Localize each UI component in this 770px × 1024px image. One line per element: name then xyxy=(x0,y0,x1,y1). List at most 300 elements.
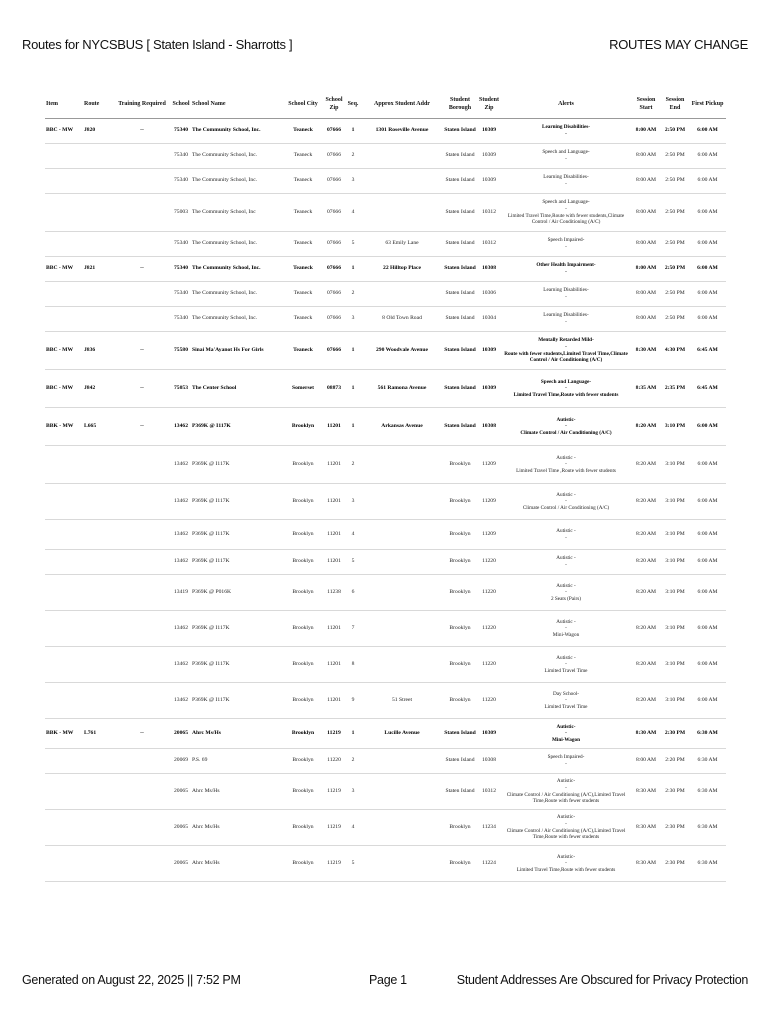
table-row xyxy=(45,257,726,282)
alert-line: Climate Control / Air Conditioning (A/C),Limited Travel xyxy=(506,827,626,834)
cell-alerts xyxy=(501,550,631,575)
cell-item: BBC - MW xyxy=(45,370,83,408)
cell-school-code: 20065 xyxy=(171,846,191,882)
cell-session-end: 2:30 PM xyxy=(661,719,689,749)
cell-student-addr: 561 Ramona Avenue xyxy=(361,370,443,408)
col-header-route: Route xyxy=(83,90,113,119)
cell-school-name: The Center School xyxy=(191,370,283,408)
cell-training xyxy=(113,749,171,774)
cell-session-start: 8:20 AM xyxy=(631,520,661,550)
cell-route xyxy=(83,307,113,332)
cell-alerts xyxy=(501,232,631,257)
cell-student-addr xyxy=(361,169,443,194)
cell-student-addr xyxy=(361,749,443,774)
col-header-school-name: School Name xyxy=(191,90,283,119)
cell-session-start: 8:00 AM xyxy=(631,144,661,169)
table-row xyxy=(45,611,726,647)
cell-training xyxy=(113,611,171,647)
cell-school-city: Brooklyn xyxy=(283,446,323,484)
alert-line: Autistic- xyxy=(556,416,576,423)
cell-school-city: Teaneck xyxy=(283,307,323,332)
col-header-student-borough: Student Borough xyxy=(443,90,477,119)
cell-school-zip: 11201 xyxy=(323,550,345,575)
alert-line: Limited Travel Time xyxy=(544,667,588,674)
cell-school-code: 13419 xyxy=(171,575,191,611)
table-body xyxy=(45,119,726,882)
alert-line: Autistic - xyxy=(556,582,576,589)
cell-school-name: The Community School, Inc. xyxy=(191,307,283,332)
cell-student-addr xyxy=(361,446,443,484)
cell-alerts xyxy=(501,408,631,446)
cell-session-start: 8:00 AM xyxy=(631,749,661,774)
cell-seq: 5 xyxy=(345,232,361,257)
alert-line: - xyxy=(565,498,567,505)
cell-seq: 4 xyxy=(345,810,361,846)
cell-item xyxy=(45,611,83,647)
table-row xyxy=(45,550,726,575)
cell-seq: 9 xyxy=(345,683,361,719)
cell-first-pickup: 6:00 AM xyxy=(689,282,726,307)
table-row xyxy=(45,144,726,169)
cell-first-pickup: 6:30 AM xyxy=(689,810,726,846)
page-number: Page 1 xyxy=(369,973,407,987)
cell-student-addr xyxy=(361,810,443,846)
alert-line: - xyxy=(565,205,567,212)
cell-session-start: 8:00 AM xyxy=(631,282,661,307)
cell-training xyxy=(113,647,171,683)
cell-session-end: 3:10 PM xyxy=(661,446,689,484)
cell-session-start: 8:20 AM xyxy=(631,550,661,575)
alert-line: Climate Control / Air Conditioning (A/C),Limited Travel xyxy=(506,791,626,798)
cell-first-pickup: 6:30 AM xyxy=(689,719,726,749)
cell-school-zip: 07666 xyxy=(323,169,345,194)
alert-line: Speech and Language- xyxy=(542,149,590,156)
cell-alerts xyxy=(501,446,631,484)
cell-student-zip: 10312 xyxy=(477,232,501,257)
cell-student-zip: 10304 xyxy=(477,307,501,332)
alert-line: Other Health Impairment- xyxy=(536,262,596,269)
cell-item xyxy=(45,683,83,719)
cell-school-name: P369K @ I117K xyxy=(191,550,283,575)
cell-session-end: 3:10 PM xyxy=(661,408,689,446)
cell-student-addr xyxy=(361,774,443,810)
cell-training xyxy=(113,307,171,332)
cell-seq: 5 xyxy=(345,550,361,575)
cell-item xyxy=(45,194,83,232)
cell-session-end: 3:10 PM xyxy=(661,520,689,550)
alert-line: Autistic- xyxy=(556,723,576,730)
cell-alerts xyxy=(501,611,631,647)
cell-training xyxy=(113,774,171,810)
alert-line: - xyxy=(565,269,567,275)
cell-student-borough: Staten Island xyxy=(443,194,477,232)
cell-route xyxy=(83,683,113,719)
cell-session-start: 8:20 AM xyxy=(631,683,661,719)
alert-line: Time,Route with fewer students xyxy=(532,834,600,841)
cell-school-zip: 07666 xyxy=(323,144,345,169)
alert-line: Autistic - xyxy=(556,454,576,461)
cell-school-name: P369K @ I117K xyxy=(191,484,283,520)
col-header-session-end: Session End xyxy=(661,90,689,119)
alert-line: - xyxy=(565,589,567,596)
cell-student-addr xyxy=(361,144,443,169)
cell-school-name: P369K @ I117K xyxy=(191,647,283,683)
alert-line: - xyxy=(565,860,567,867)
cell-student-addr xyxy=(361,484,443,520)
alert-line: Limited Travel Time,Route with fewer students xyxy=(516,866,616,873)
cell-school-city: Brooklyn xyxy=(283,810,323,846)
cell-seq: 8 xyxy=(345,647,361,683)
cell-school-code: 13462 xyxy=(171,683,191,719)
alert-line: - xyxy=(565,625,567,632)
cell-student-borough: Brooklyn xyxy=(443,575,477,611)
cell-student-zip: 10309 xyxy=(477,332,501,370)
cell-school-name: P369K @ I117K xyxy=(191,683,283,719)
cell-session-start: 8:00 AM xyxy=(631,169,661,194)
cell-session-end: 3:10 PM xyxy=(661,647,689,683)
cell-school-city: Brooklyn xyxy=(283,520,323,550)
cell-student-zip: 10308 xyxy=(477,749,501,774)
cell-student-borough: Staten Island xyxy=(443,719,477,749)
cell-student-borough: Staten Island xyxy=(443,119,477,144)
cell-session-end: 2:20 PM xyxy=(661,749,689,774)
table-row xyxy=(45,169,726,194)
cell-school-name: P369K @ I117K xyxy=(191,408,283,446)
cell-session-end: 3:10 PM xyxy=(661,550,689,575)
cell-route xyxy=(83,611,113,647)
cell-school-zip: 11201 xyxy=(323,683,345,719)
cell-session-end: 2:35 PM xyxy=(661,370,689,408)
alert-line: - xyxy=(565,131,567,137)
cell-item xyxy=(45,810,83,846)
cell-school-name: P.S. 69 xyxy=(191,749,283,774)
cell-student-zip: 10312 xyxy=(477,774,501,810)
cell-training xyxy=(113,232,171,257)
cell-route xyxy=(83,647,113,683)
cell-session-end: 2:50 PM xyxy=(661,307,689,332)
cell-item xyxy=(45,484,83,520)
cell-session-start: 8:20 AM xyxy=(631,484,661,520)
table-row xyxy=(45,119,726,144)
alert-line: Control / Air Conditioning (A/C) xyxy=(531,219,601,226)
cell-school-name: P369K @ P016K xyxy=(191,575,283,611)
alert-line: Day School- xyxy=(552,690,580,697)
cell-item: BBK - MW xyxy=(45,408,83,446)
cell-school-code: 75340 xyxy=(171,257,191,282)
alert-line: - xyxy=(565,385,567,392)
cell-school-name: The Community School, Inc. xyxy=(191,119,283,144)
cell-session-end: 2:30 PM xyxy=(661,774,689,810)
cell-route xyxy=(83,169,113,194)
cell-school-code: 13462 xyxy=(171,647,191,683)
cell-training xyxy=(113,520,171,550)
cell-session-end: 3:10 PM xyxy=(661,683,689,719)
cell-route: J842 xyxy=(83,370,113,408)
cell-item xyxy=(45,520,83,550)
cell-student-addr: Arkansas Avenue xyxy=(361,408,443,446)
alert-line: Mentally Retarded Mild- xyxy=(538,337,594,344)
alert-line: Climate Control / Air Conditioning (A/C) xyxy=(522,504,610,511)
cell-session-end: 2:30 PM xyxy=(661,810,689,846)
cell-school-name: The Community School, Inc. xyxy=(191,282,283,307)
cell-student-borough: Staten Island xyxy=(443,169,477,194)
cell-school-code: 20065 xyxy=(171,810,191,846)
cell-session-start: 8:30 AM xyxy=(631,846,661,882)
cell-session-start: 8:20 AM xyxy=(631,647,661,683)
cell-student-borough: Brooklyn xyxy=(443,550,477,575)
cell-school-city: Brooklyn xyxy=(283,774,323,810)
cell-session-start: 8:35 AM xyxy=(631,370,661,408)
alert-line: Mini-Wagon xyxy=(552,631,580,638)
alert-line: Speech and Language- xyxy=(542,199,590,206)
cell-alerts xyxy=(501,370,631,408)
cell-item: BBC - MW xyxy=(45,332,83,370)
cell-school-city: Brooklyn xyxy=(283,575,323,611)
cell-route: J836 xyxy=(83,332,113,370)
cell-school-name: Ahrc Ms/Hs xyxy=(191,719,283,749)
cell-student-addr xyxy=(361,282,443,307)
cell-student-zip: 10309 xyxy=(477,144,501,169)
cell-school-code: 13462 xyxy=(171,520,191,550)
cell-school-code: 13462 xyxy=(171,611,191,647)
cell-student-zip: 10312 xyxy=(477,194,501,232)
table-row xyxy=(45,683,726,719)
alert-line: Autistic - xyxy=(556,555,576,562)
alert-line: - xyxy=(565,294,567,300)
cell-item xyxy=(45,169,83,194)
table-row xyxy=(45,332,726,370)
cell-session-start: 8:00 AM xyxy=(631,232,661,257)
cell-student-addr: 51 Street xyxy=(361,683,443,719)
cell-school-zip: 11238 xyxy=(323,575,345,611)
cell-training xyxy=(113,144,171,169)
cell-seq: 3 xyxy=(345,484,361,520)
cell-route: J820 xyxy=(83,119,113,144)
col-header-school-zip: School Zip xyxy=(323,90,345,119)
alert-line: Speech and Language- xyxy=(540,378,592,385)
cell-training xyxy=(113,282,171,307)
cell-session-end: 4:30 PM xyxy=(661,332,689,370)
cell-school-city: Brooklyn xyxy=(283,550,323,575)
cell-seq: 2 xyxy=(345,282,361,307)
cell-student-zip: 11224 xyxy=(477,846,501,882)
cell-first-pickup: 6:00 AM xyxy=(689,446,726,484)
alert-line: Speech Impaired- xyxy=(547,754,585,761)
cell-school-name: The Community School, Inc. xyxy=(191,144,283,169)
alert-line: Mini-Wagon xyxy=(552,736,580,743)
cell-training xyxy=(113,575,171,611)
cell-school-name: P369K @ I117K xyxy=(191,611,283,647)
cell-alerts xyxy=(501,307,631,332)
cell-first-pickup: 6:00 AM xyxy=(689,144,726,169)
cell-school-code: 20065 xyxy=(171,774,191,810)
cell-student-addr xyxy=(361,520,443,550)
alert-line: - xyxy=(565,697,567,704)
cell-school-zip: 07666 xyxy=(323,194,345,232)
cell-alerts xyxy=(501,719,631,749)
cell-route xyxy=(83,846,113,882)
cell-alerts xyxy=(501,520,631,550)
table-row xyxy=(45,446,726,484)
cell-route xyxy=(83,520,113,550)
table-row xyxy=(45,846,726,882)
cell-school-name: The Community School, Inc. xyxy=(191,169,283,194)
cell-route xyxy=(83,749,113,774)
cell-school-code: 20069 xyxy=(171,749,191,774)
alert-line: Climate Control / Air Conditioning (A/C) xyxy=(520,429,612,436)
table-row xyxy=(45,810,726,846)
cell-item xyxy=(45,232,83,257)
cell-first-pickup: 6:30 AM xyxy=(689,846,726,882)
cell-first-pickup: 6:00 AM xyxy=(689,169,726,194)
cell-item: BBC - MW xyxy=(45,119,83,144)
cell-student-borough: Brooklyn xyxy=(443,683,477,719)
alert-line: Limited Travel Time xyxy=(544,703,588,710)
cell-school-city: Brooklyn xyxy=(283,647,323,683)
cell-school-zip: 08873 xyxy=(323,370,345,408)
cell-session-start: 8:30 AM xyxy=(631,774,661,810)
cell-school-zip: 07666 xyxy=(323,257,345,282)
col-header-school: School xyxy=(171,90,191,119)
alert-line: Autistic - xyxy=(556,654,576,661)
cell-school-code: 75580 xyxy=(171,332,191,370)
cell-first-pickup: 6:00 AM xyxy=(689,194,726,232)
cell-first-pickup: 6:45 AM xyxy=(689,332,726,370)
cell-route xyxy=(83,144,113,169)
cell-first-pickup: 6:00 AM xyxy=(689,307,726,332)
cell-school-zip: 11219 xyxy=(323,810,345,846)
cell-school-city: Somerset xyxy=(283,370,323,408)
cell-session-end: 3:10 PM xyxy=(661,484,689,520)
cell-student-addr xyxy=(361,550,443,575)
cell-school-name: Ahrc Ms/Hs xyxy=(191,774,283,810)
cell-seq: 1 xyxy=(345,257,361,282)
cell-route xyxy=(83,446,113,484)
cell-session-start: 8:00 AM xyxy=(631,307,661,332)
cell-school-city: Brooklyn xyxy=(283,749,323,774)
cell-seq: 1 xyxy=(345,370,361,408)
alert-line: - xyxy=(565,461,567,468)
cell-school-code: 75340 xyxy=(171,144,191,169)
alert-line: Autistic - xyxy=(556,527,576,534)
alert-line: - xyxy=(565,730,567,737)
cell-first-pickup: 6:00 AM xyxy=(689,520,726,550)
cell-session-end: 3:10 PM xyxy=(661,611,689,647)
alert-line: Limited Travel Time ,Route with fewer students xyxy=(516,467,616,474)
cell-item xyxy=(45,446,83,484)
alert-line: Autistic - xyxy=(556,618,576,625)
cell-student-borough: Brooklyn xyxy=(443,810,477,846)
cell-school-city: Teaneck xyxy=(283,169,323,194)
cell-student-zip: 11234 xyxy=(477,810,501,846)
cell-first-pickup: 6:00 AM xyxy=(689,647,726,683)
cell-first-pickup: 6:00 AM xyxy=(689,408,726,446)
cell-alerts xyxy=(501,810,631,846)
cell-school-zip: 11201 xyxy=(323,611,345,647)
cell-training: -- xyxy=(113,719,171,749)
cell-session-end: 2:50 PM xyxy=(661,232,689,257)
cell-session-end: 2:50 PM xyxy=(661,194,689,232)
cell-school-zip: 07666 xyxy=(323,332,345,370)
cell-student-zip: 10309 xyxy=(477,370,501,408)
cell-session-end: 2:50 PM xyxy=(661,169,689,194)
cell-school-code: 75340 xyxy=(171,119,191,144)
cell-alerts xyxy=(501,647,631,683)
alert-line: - xyxy=(565,156,567,162)
cell-training xyxy=(113,846,171,882)
cell-session-end: 2:50 PM xyxy=(661,257,689,282)
cell-training: -- xyxy=(113,119,171,144)
cell-item xyxy=(45,846,83,882)
cell-training xyxy=(113,484,171,520)
cell-student-borough: Brooklyn xyxy=(443,484,477,520)
cell-training xyxy=(113,810,171,846)
cell-route xyxy=(83,550,113,575)
cell-session-start: 8:20 AM xyxy=(631,575,661,611)
cell-student-borough: Brooklyn xyxy=(443,647,477,683)
cell-school-city: Teaneck xyxy=(283,194,323,232)
cell-student-addr: 1301 Roseville Avenue xyxy=(361,119,443,144)
table-row xyxy=(45,282,726,307)
cell-student-addr xyxy=(361,846,443,882)
alert-line: - xyxy=(565,423,567,430)
cell-school-name: P369K @ I117K xyxy=(191,446,283,484)
cell-alerts xyxy=(501,119,631,144)
cell-school-city: Teaneck xyxy=(283,119,323,144)
cell-item: BBC - MW xyxy=(45,257,83,282)
cell-seq: 2 xyxy=(345,144,361,169)
cell-session-end: 3:10 PM xyxy=(661,575,689,611)
cell-school-city: Teaneck xyxy=(283,282,323,307)
alert-line: - xyxy=(565,319,567,325)
cell-student-zip: 11220 xyxy=(477,647,501,683)
cell-session-end: 2:30 PM xyxy=(661,846,689,882)
cell-alerts xyxy=(501,774,631,810)
cell-school-city: Teaneck xyxy=(283,232,323,257)
alert-line: - xyxy=(565,784,567,791)
cell-student-addr: Lucille Avenue xyxy=(361,719,443,749)
cell-student-borough: Staten Island xyxy=(443,370,477,408)
alert-line: Route with fewer students,Limited Travel Time,Climate xyxy=(504,350,628,357)
cell-student-addr: 22 Hilltop Place xyxy=(361,257,443,282)
cell-alerts xyxy=(501,257,631,282)
cell-school-code: 20065 xyxy=(171,719,191,749)
cell-route xyxy=(83,774,113,810)
cell-student-addr: 8 Old Town Road xyxy=(361,307,443,332)
table-row xyxy=(45,307,726,332)
cell-student-borough: Brooklyn xyxy=(443,446,477,484)
cell-school-zip: 11201 xyxy=(323,647,345,683)
alert-line: Learning Disabilities- xyxy=(542,124,590,131)
col-header-training-required: Training Required xyxy=(113,90,171,119)
cell-alerts xyxy=(501,683,631,719)
cell-student-addr xyxy=(361,194,443,232)
cell-first-pickup: 6:30 AM xyxy=(689,774,726,810)
cell-student-borough: Staten Island xyxy=(443,282,477,307)
generated-timestamp: Generated on August 22, 2025 || 7:52 PM xyxy=(22,973,241,987)
cell-seq: 1 xyxy=(345,119,361,144)
cell-student-borough: Staten Island xyxy=(443,332,477,370)
col-header-alerts: Alerts xyxy=(501,90,631,119)
table-row xyxy=(45,774,726,810)
cell-school-zip: 11219 xyxy=(323,846,345,882)
table-row xyxy=(45,408,726,446)
cell-student-zip: 10309 xyxy=(477,719,501,749)
table-row xyxy=(45,194,726,232)
cell-school-code: 75053 xyxy=(171,370,191,408)
cell-school-city: Brooklyn xyxy=(283,408,323,446)
routes-notice: ROUTES MAY CHANGE xyxy=(609,37,748,52)
